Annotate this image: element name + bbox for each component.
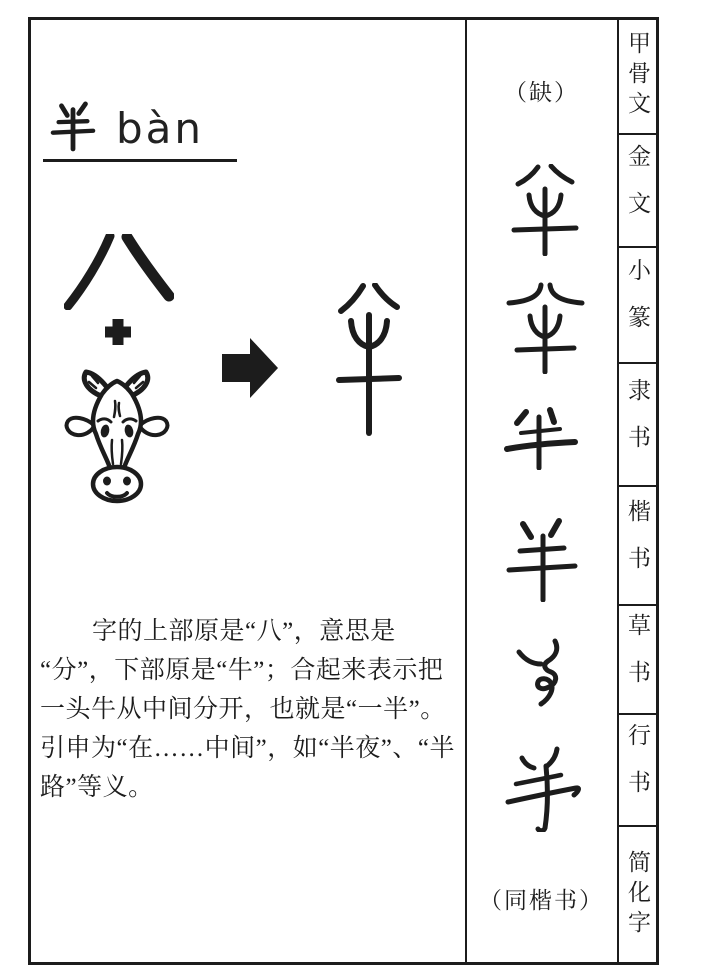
script-label-running (619, 715, 656, 827)
bronze-script-form (507, 164, 583, 256)
plus-icon (102, 316, 134, 348)
stroke-dot-left (62, 106, 68, 116)
clerical-dot-left (517, 412, 526, 423)
clerical-script-form (504, 404, 578, 470)
regular-script-form (506, 514, 578, 602)
script-label-text: 行书 (625, 723, 650, 817)
running-h1 (516, 775, 561, 784)
seal-top-left (509, 285, 541, 303)
bronze-cross (514, 228, 576, 230)
ancient-ban-form (336, 283, 402, 437)
plus-cross (105, 319, 131, 345)
running-dot-right (547, 749, 557, 766)
cursive-script-form (512, 638, 574, 708)
arrow-right-icon (222, 336, 280, 400)
headword-pinyin: bàn (116, 104, 205, 153)
script-label-clerical (619, 364, 656, 487)
script-label-simplified (619, 827, 656, 962)
script-label-text: 金文 (625, 143, 650, 238)
arrow-shape (222, 338, 278, 398)
stroke-dot-right (79, 104, 86, 114)
ba-right-stroke (127, 237, 169, 296)
ba-left-stroke (68, 236, 110, 306)
script-label-text: 甲骨文 (625, 31, 650, 121)
cursive-stroke-2 (538, 641, 557, 704)
explanation-line: 字的上部原是“八”，意思是 (92, 618, 396, 645)
clerical-dot-right (550, 410, 554, 422)
bronze-ba-right (551, 166, 572, 182)
script-label-text: 小篆 (625, 258, 650, 352)
ox-head-pictograph (60, 368, 174, 506)
script-label-cursive (619, 606, 656, 715)
oracle-missing-note: （缺） (504, 80, 579, 105)
script-label-bronze (619, 135, 656, 248)
simplified-note: （同楷书） (479, 888, 604, 913)
explanation-line: “分”，下部原是“牛”；合起来表示把 (40, 657, 444, 684)
divider-main-scripts (465, 19, 467, 963)
ox-ear-left (67, 418, 94, 435)
script-label-small-seal (619, 248, 656, 364)
headword-hanzi (50, 98, 96, 152)
script-label-oracle (619, 19, 656, 135)
running-dot-left (522, 758, 534, 768)
script-label-text: 楷书 (625, 498, 650, 593)
cursive-stroke-1 (519, 652, 541, 664)
explanation-line: 路”等义。 (40, 774, 154, 801)
component-ba-glyph (64, 234, 174, 310)
small-seal-form (500, 282, 590, 374)
script-label-text: 简化字 (625, 849, 650, 940)
ox-nostril-right (123, 477, 131, 486)
explanation-line: 一头牛从中间分开，也就是“一半”。 (40, 696, 446, 723)
seal-top-right (550, 285, 582, 303)
ox-nostril-left (103, 477, 111, 486)
running-h2 (508, 788, 578, 802)
headword-underline (43, 159, 237, 162)
form-cross (339, 378, 399, 380)
script-label-text: 隶书 (625, 377, 650, 472)
bronze-ba-left (518, 167, 538, 184)
ox-ear-right (140, 418, 167, 435)
running-stem (538, 766, 547, 831)
form-ba-left (341, 286, 363, 311)
script-label-regular (619, 487, 656, 606)
ox-head-outline (93, 381, 141, 471)
explanation-text (40, 612, 464, 807)
script-label-text: 草书 (625, 612, 650, 707)
regular-dot-left (523, 524, 531, 537)
form-ba-right (375, 285, 397, 307)
seal-cross (517, 348, 574, 350)
running-script-form (503, 742, 583, 832)
regular-dot-right (551, 521, 559, 535)
explanation-line: 引申为“在……中间”，如“半夜”、“半 (40, 735, 455, 762)
